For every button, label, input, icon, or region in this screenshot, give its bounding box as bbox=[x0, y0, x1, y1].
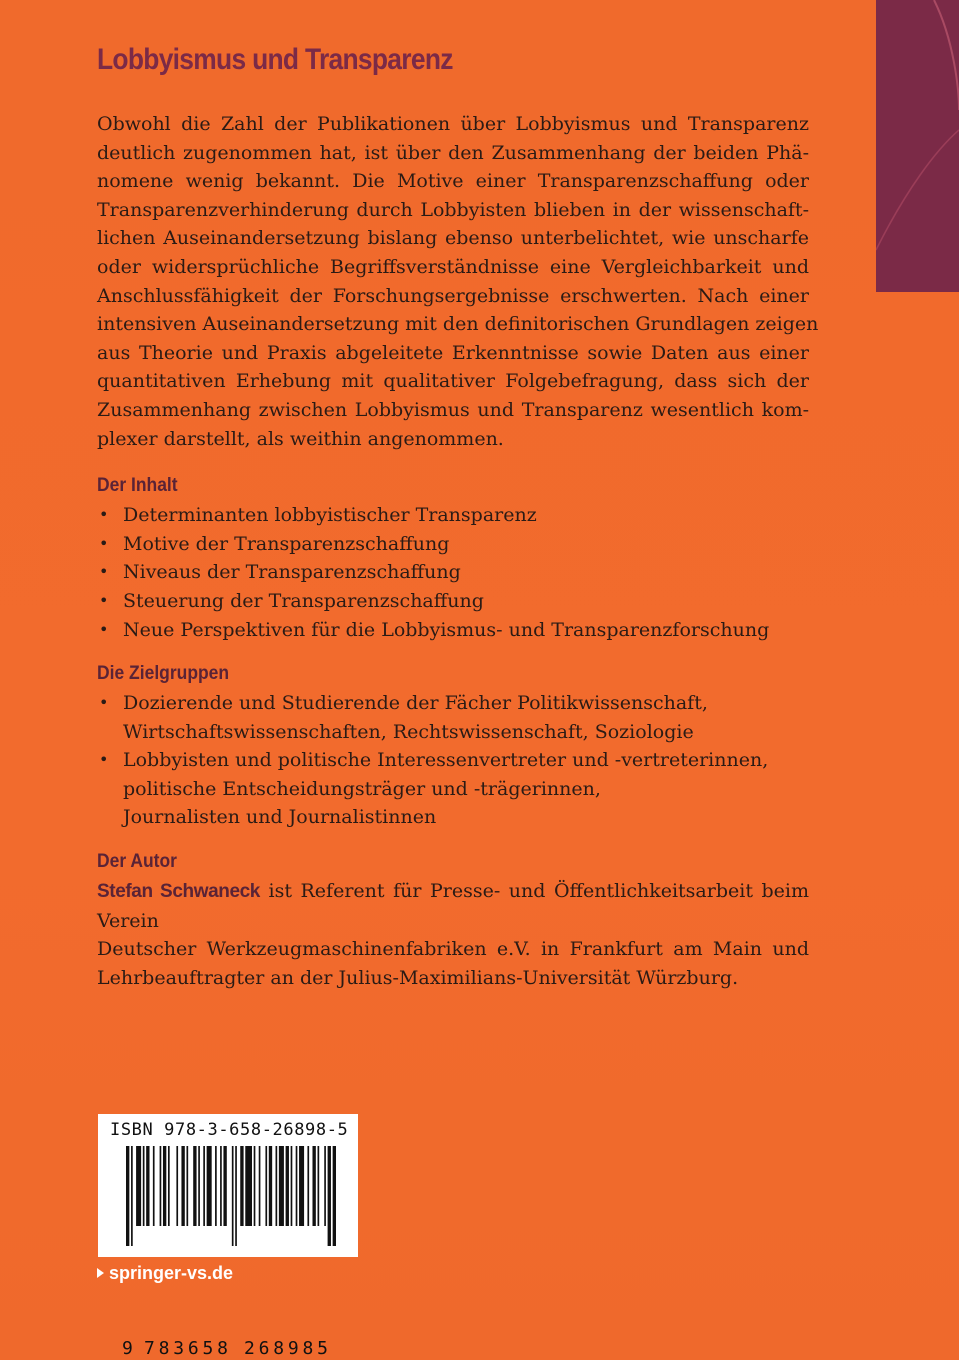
barcode-bar bbox=[220, 1146, 222, 1226]
barcode-bar bbox=[168, 1146, 170, 1226]
barcode-bar bbox=[163, 1146, 166, 1226]
bullet-icon: • bbox=[99, 590, 109, 610]
intro-line: Zusammenhang zwischen Lobbyismus und Transparenz wesentlich kom- bbox=[97, 398, 809, 421]
barcode-bar bbox=[259, 1146, 261, 1226]
bullet-icon: • bbox=[99, 562, 109, 582]
barcode-bar bbox=[235, 1146, 237, 1246]
intro-line: deutlich zugenommen hat, ist über den Zusammenhang der beiden Phä- bbox=[97, 141, 809, 164]
bullet-icon: • bbox=[99, 505, 109, 525]
barcode-bar bbox=[176, 1146, 178, 1226]
intro-line: plexer darstellt, als weithin angenommen. bbox=[97, 427, 504, 450]
list-item: • Motive der Transparenzschaffung bbox=[97, 530, 809, 559]
author-name: Stefan Schwaneck bbox=[97, 881, 260, 903]
barcode-bar bbox=[240, 1146, 243, 1226]
ean-group-left: 783658 bbox=[144, 1338, 232, 1359]
list-item: • Steuerung der Transparenzschaffung bbox=[97, 587, 809, 616]
intro-line: nomene wenig bekannt. Die Motive einer Transparenzschaffung oder bbox=[97, 170, 809, 193]
barcode-bar bbox=[269, 1146, 272, 1226]
barcode-bar bbox=[223, 1146, 226, 1226]
barcode-bar bbox=[232, 1146, 234, 1246]
author-paragraph bbox=[97, 877, 809, 992]
isbn-label: ISBN 978-3-658-26898-5 bbox=[110, 1120, 349, 1140]
barcode-bar bbox=[254, 1146, 256, 1226]
author-line: Stefan Schwaneck ist Referent für Presse- und Öffentlichkeitsarbeit beim Verein bbox=[97, 880, 809, 932]
section-heading-inhalt: Der Inhalt bbox=[97, 475, 178, 497]
barcode-bar bbox=[203, 1146, 205, 1226]
barcode-bar bbox=[312, 1146, 315, 1226]
intro-line: Anschlussfähigkeit der Forschungsergebnisse erschwerten. Nach einer bbox=[97, 284, 809, 307]
barcode-bar bbox=[318, 1146, 320, 1226]
barcode-bar bbox=[328, 1146, 331, 1246]
arrow-right-icon bbox=[97, 1268, 104, 1278]
list-item: • Lobbyisten und politische Interessenvertreter und -vertreterinnen, politische Entscheidungsträger und -trägerinnen, Journalisten und Journalistinnen bbox=[97, 746, 809, 832]
barcode-bar bbox=[291, 1146, 293, 1226]
barcode-bar bbox=[146, 1146, 149, 1226]
intro-line: lichen Auseinandersetzung bislang ebenso unterbelichtet, wie unscharfe bbox=[97, 227, 809, 250]
barcode-bar bbox=[324, 1146, 326, 1226]
intro-line: aus Theorie und Praxis abgeleitete Erkenntnisse sowie Daten aus einer bbox=[97, 341, 809, 364]
content-column bbox=[97, 110, 819, 992]
barcode-bar bbox=[207, 1146, 212, 1226]
list-item: • Niveaus der Transparenzschaffung bbox=[97, 558, 809, 587]
section-heading-zielgruppen: Die Zielgruppen bbox=[97, 663, 230, 685]
barcode-bar bbox=[279, 1146, 284, 1226]
barcode-bar bbox=[215, 1146, 217, 1226]
author-line: Deutscher Werkzeugmaschinenfabriken e.V. in Frankfurt am Main und bbox=[97, 938, 809, 961]
barcode-bar bbox=[265, 1146, 267, 1226]
barcode-bar bbox=[143, 1146, 145, 1226]
intro-line: Transparenzverhinderung durch Lobbyisten blieben in der wissenschaft- bbox=[97, 198, 809, 221]
zielgruppen-list bbox=[97, 689, 809, 832]
barcode-bar bbox=[160, 1146, 162, 1226]
author-line: Lehrbeauftragter an der Julius-Maximilians-Universität Würzburg. bbox=[97, 966, 739, 989]
barcode-bar bbox=[193, 1146, 196, 1226]
barcode-bar bbox=[198, 1146, 200, 1226]
bullet-icon: • bbox=[99, 533, 109, 553]
barcode-bar bbox=[131, 1146, 133, 1246]
inhalt-list bbox=[97, 501, 809, 644]
corner-decoration bbox=[876, 0, 959, 292]
barcode-bar bbox=[126, 1146, 129, 1246]
intro-line: oder widersprüchliche Begriffsverständnisse eine Vergleichbarkeit und bbox=[97, 255, 809, 278]
barcode-bar bbox=[333, 1146, 336, 1246]
book-title: Lobbyismus und Transparenz bbox=[97, 43, 453, 76]
barcode-bar bbox=[181, 1146, 184, 1226]
intro-line: Obwohl die Zahl der Publikationen über Lobbyismus und Transparenz bbox=[97, 113, 809, 135]
intro-line: quantitativen Erhebung mit qualitativer Folgebefragung, dass sich der bbox=[97, 370, 809, 393]
corner-accent-panel bbox=[876, 0, 959, 292]
barcode-bars bbox=[126, 1146, 336, 1246]
bullet-icon: • bbox=[99, 619, 109, 639]
publisher-website[interactable]: springer-vs.de bbox=[97, 1263, 233, 1284]
barcode-bar bbox=[307, 1146, 309, 1226]
list-item: • Determinanten lobbyistischer Transparenz bbox=[97, 501, 809, 530]
intro-paragraph bbox=[97, 110, 819, 453]
barcode-bar bbox=[276, 1146, 278, 1226]
barcode-bar bbox=[136, 1146, 141, 1226]
ean-group-right: 268985 bbox=[244, 1338, 332, 1359]
barcode-bar bbox=[245, 1146, 252, 1226]
bullet-icon: • bbox=[99, 693, 109, 713]
barcode-bar bbox=[186, 1146, 188, 1226]
list-item: • Dozierende und Studierende der Fächer Politikwissenschaft, Wirtschaftswissenschaften, Rechtswissenschaft, Soziologie bbox=[97, 689, 809, 746]
barcode-bar bbox=[296, 1146, 298, 1226]
intro-line: intensiven Auseinandersetzung mit den definitorischen Grundlagen zeigen bbox=[97, 313, 819, 336]
ean-first-digit: 9 bbox=[122, 1338, 133, 1359]
list-item: • Neue Perspektiven für die Lobbyismus- und Transparenzforschung bbox=[97, 616, 809, 645]
barcode-bar bbox=[299, 1146, 304, 1226]
barcode-bar bbox=[286, 1146, 289, 1226]
bullet-icon: • bbox=[99, 750, 109, 770]
section-heading-autor: Der Autor bbox=[97, 851, 177, 873]
barcode-bar bbox=[153, 1146, 155, 1226]
